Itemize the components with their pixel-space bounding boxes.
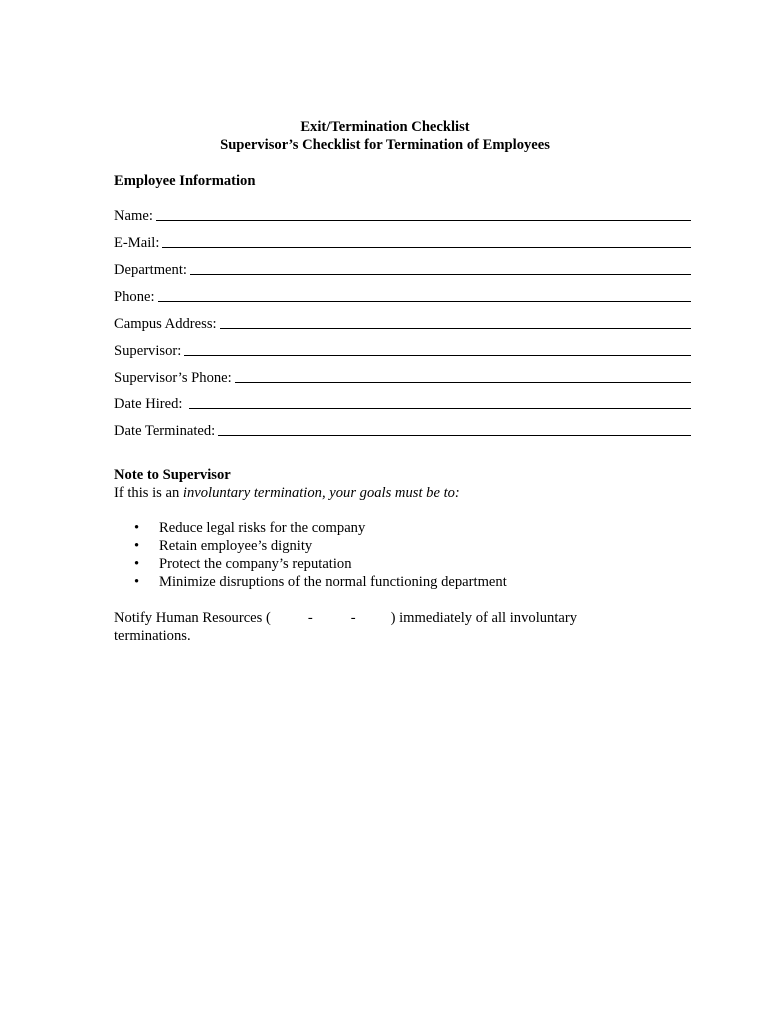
notify-suffix: ) immediately of all involuntary [390, 610, 578, 626]
notify-line-2: terminations. [114, 628, 191, 644]
phone-dash-2: - [350, 610, 356, 626]
goal-text: Retain employee’s dignity [159, 538, 313, 554]
date-terminated-label: Date Terminated: [114, 423, 216, 439]
name-field[interactable] [114, 205, 691, 225]
list-item [114, 555, 674, 573]
title-block [0, 118, 770, 154]
supervisor-phone-field[interactable] [114, 367, 691, 387]
goal-text: Protect the company’s reputation [159, 556, 352, 572]
bullet-icon: • [134, 556, 140, 572]
bullet-icon: • [134, 520, 140, 536]
phone-line[interactable] [158, 287, 691, 302]
note-intro-prefix: If this is an [114, 485, 183, 501]
bullet-icon: • [134, 574, 140, 590]
department-line[interactable] [190, 260, 691, 275]
bullet-icon: • [134, 538, 140, 554]
phone-dash-1: - [307, 610, 313, 626]
date-hired-field[interactable] [114, 393, 691, 413]
campus-address-line[interactable] [220, 314, 691, 329]
supervisor-line[interactable] [184, 341, 691, 356]
list-item [114, 537, 674, 555]
campus-address-label: Campus Address: [114, 316, 217, 332]
note-heading: Note to Supervisor [114, 467, 231, 483]
notify-line-1 [114, 609, 674, 627]
name-label: Name: [114, 208, 153, 224]
email-line[interactable] [162, 233, 691, 248]
department-field[interactable] [114, 259, 691, 279]
date-terminated-line[interactable] [218, 421, 691, 436]
list-item [114, 573, 674, 591]
note-block [114, 466, 694, 502]
supervisor-field[interactable] [114, 340, 691, 360]
document-title: Exit/Termination Checklist [300, 119, 470, 135]
note-intro-italic: involuntary termination, your goals must be to: [182, 485, 460, 501]
supervisor-phone-line[interactable] [235, 368, 691, 383]
name-line[interactable] [156, 206, 691, 221]
goal-text: Minimize disruptions of the normal functioning department [159, 574, 507, 590]
goals-list [114, 519, 674, 591]
goal-text: Reduce legal risks for the company [159, 520, 366, 536]
date-hired-line[interactable] [189, 394, 691, 409]
department-label: Department: [114, 262, 187, 278]
campus-address-field[interactable] [114, 313, 691, 333]
date-terminated-field[interactable] [114, 420, 691, 440]
email-field[interactable] [114, 232, 691, 252]
phone-field[interactable] [114, 286, 691, 306]
document-subtitle: Supervisor’s Checklist for Termination of Employees [220, 137, 550, 153]
phone-label: Phone: [114, 289, 155, 305]
supervisor-label: Supervisor: [114, 343, 182, 359]
notify-hr-paragraph [114, 609, 674, 645]
notify-prefix: Notify Human Resources ( [114, 610, 271, 626]
email-label: E-Mail: [114, 235, 160, 251]
note-intro [114, 484, 694, 502]
employee-info-heading: Employee Information [114, 173, 256, 189]
supervisor-phone-label: Supervisor’s Phone: [114, 370, 232, 386]
list-item [114, 519, 674, 537]
date-hired-label: Date Hired: [114, 396, 187, 412]
